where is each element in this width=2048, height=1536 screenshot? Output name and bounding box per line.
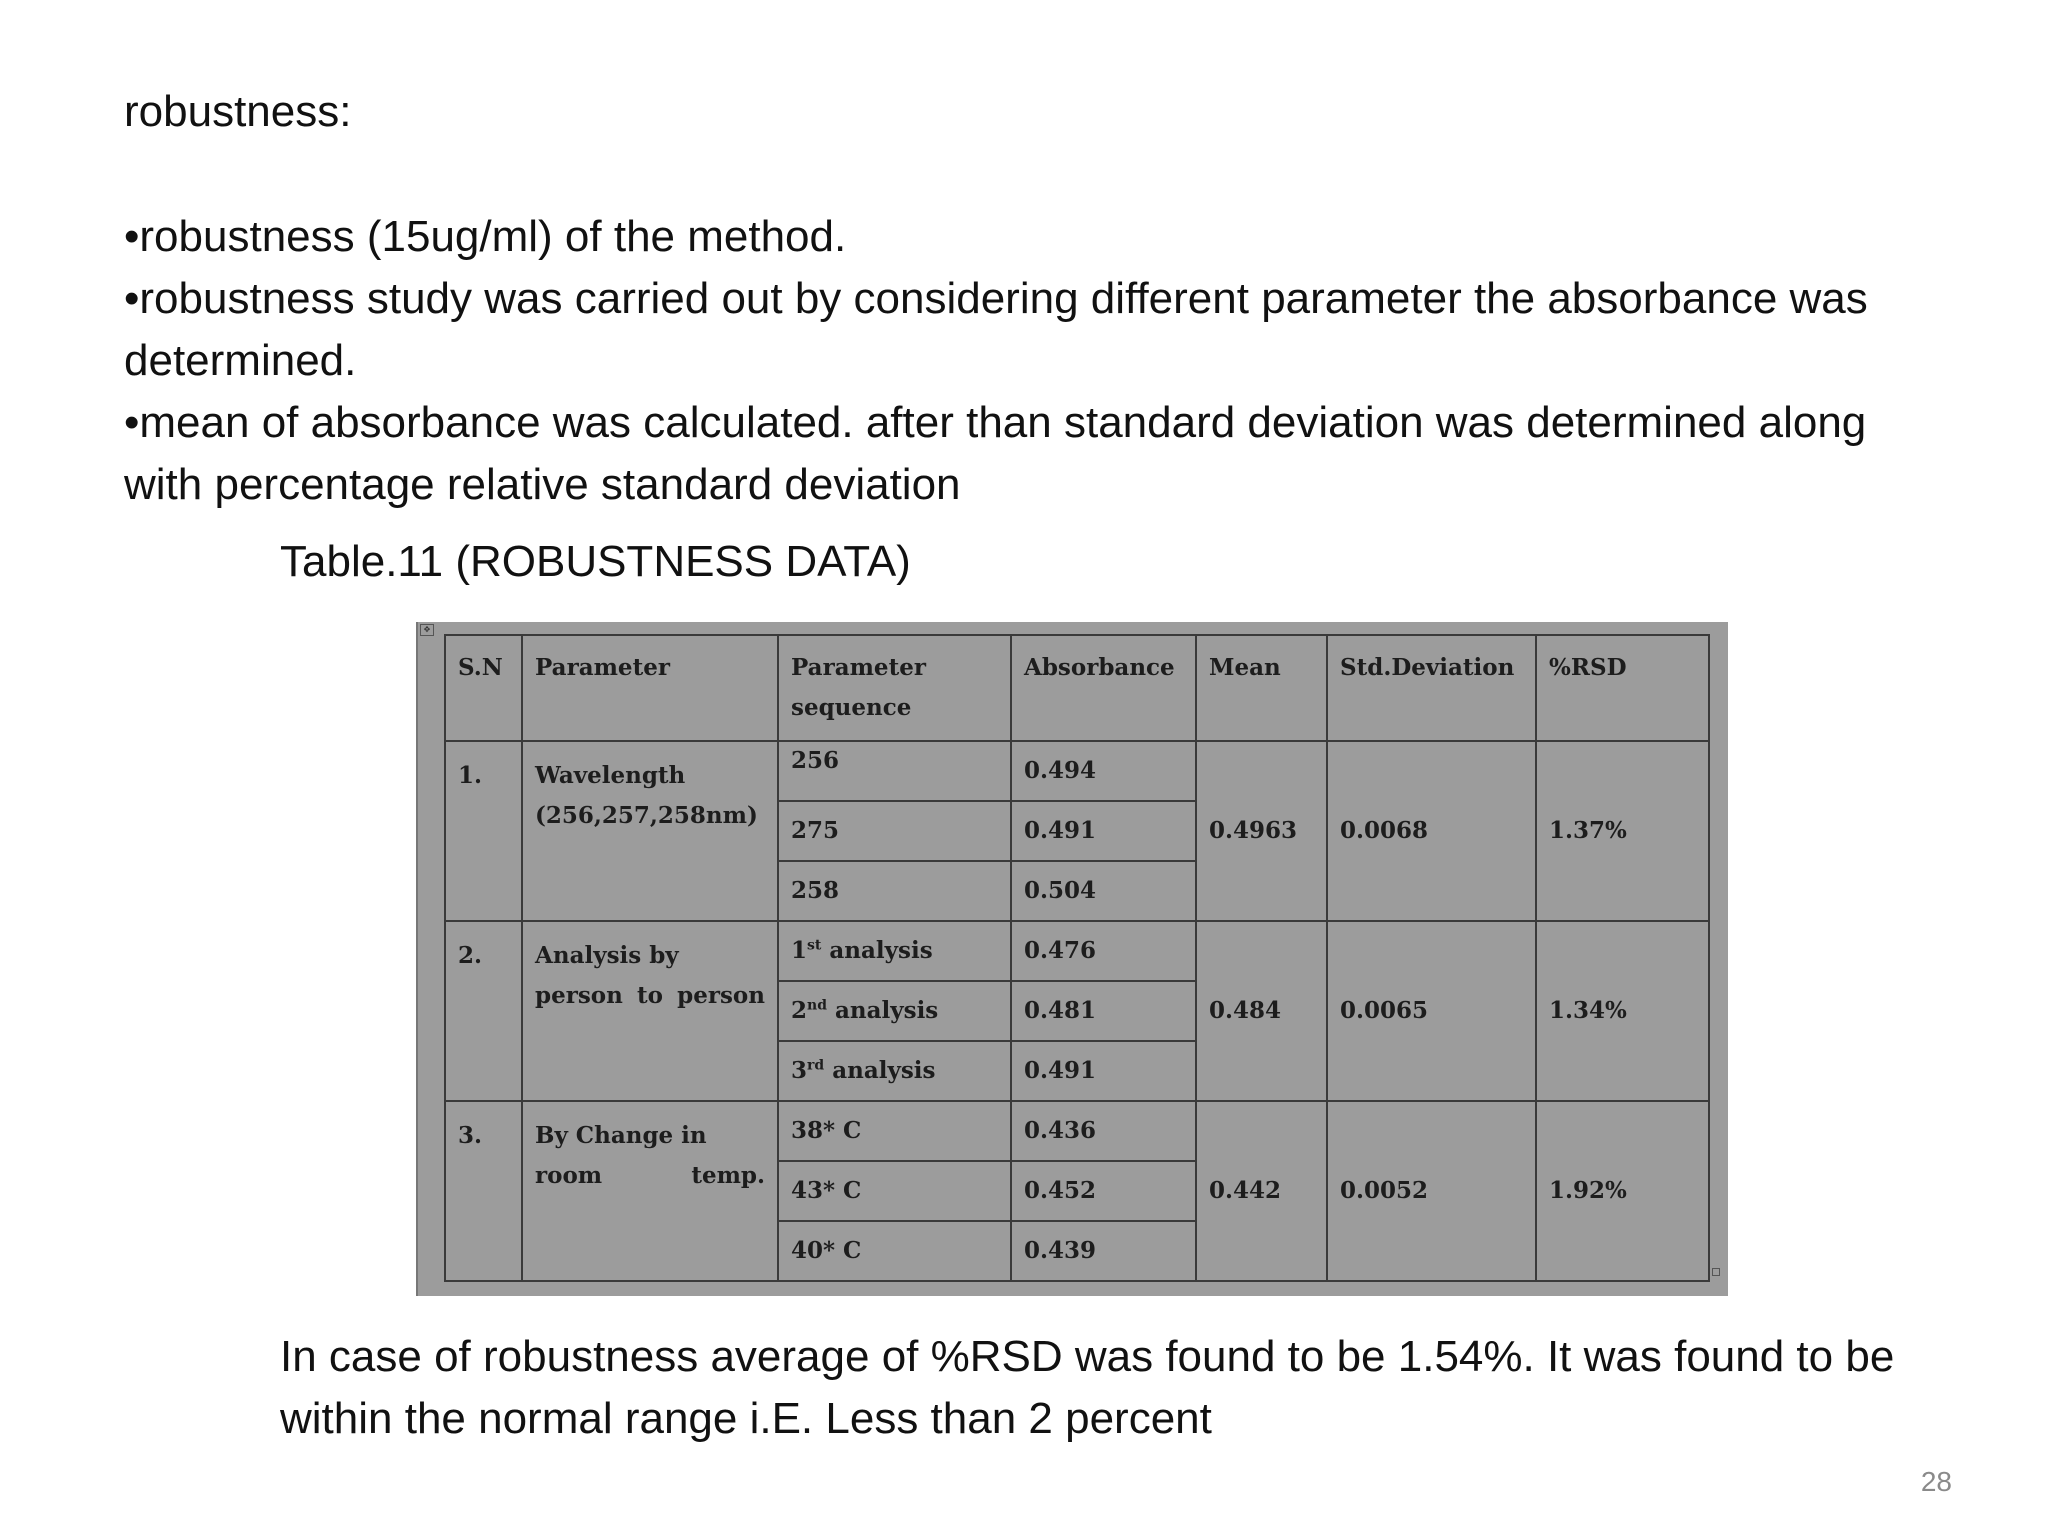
table-caption: Table.11 (ROBUSTNESS DATA): [280, 537, 911, 586]
cell-sequence: 275: [778, 801, 1011, 861]
cell-absorbance: 0.439: [1011, 1221, 1196, 1281]
cell-std-deviation: 0.0068: [1327, 741, 1536, 921]
table-header-row: [445, 635, 1709, 741]
cell-std-deviation: 0.0052: [1327, 1101, 1536, 1281]
cell-absorbance: 0.491: [1011, 1041, 1196, 1101]
cell-mean: 0.484: [1196, 921, 1327, 1101]
table-row: [445, 741, 1709, 801]
cell-sequence: 256: [778, 741, 1011, 801]
cell-mean: 0.442: [1196, 1101, 1327, 1281]
conclusion-text: In case of robustness average of %RSD was found to be 1.54%. It was found to be within the normal range i.E. Less than 2 percent: [280, 1332, 1895, 1443]
cell-absorbance: 0.491: [1011, 801, 1196, 861]
table-resize-handle-icon: [1712, 1268, 1720, 1276]
cell-sequence: 38* C: [778, 1101, 1011, 1161]
cell-absorbance: 0.494: [1011, 741, 1196, 801]
cell-sn: 3.: [445, 1101, 522, 1281]
cell-sequence: 2nd analysis: [778, 981, 1011, 1041]
page-number: 28: [1920, 1466, 1952, 1497]
cell-rsd: 1.37%: [1536, 741, 1709, 921]
cell-sequence: 43* C: [778, 1161, 1011, 1221]
bullet-item: •robustness (15ug/ml) of the method.: [124, 212, 847, 261]
bullet-item: •mean of absorbance was calculated. after than standard deviation was determined along with percentage relative standard deviation: [124, 398, 1867, 509]
table-row: [445, 1101, 1709, 1161]
cell-sequence: 3rd analysis: [778, 1041, 1011, 1101]
table-row: [445, 921, 1709, 981]
bullet-item: •robustness study was carried out by considering different parameter the absorbance was determined.: [124, 274, 1868, 385]
cell-rsd: 1.34%: [1536, 921, 1709, 1101]
header-mean: Mean: [1196, 635, 1327, 741]
cell-parameter: By Change in room temp.: [522, 1101, 778, 1281]
cell-sequence: 1st analysis: [778, 921, 1011, 981]
cell-sn: 1.: [445, 741, 522, 921]
header-std-deviation: Std.Deviation: [1327, 635, 1536, 741]
cell-absorbance: 0.481: [1011, 981, 1196, 1041]
cell-sn: 2.: [445, 921, 522, 1101]
robustness-data-table: [444, 634, 1710, 1282]
cell-std-deviation: 0.0065: [1327, 921, 1536, 1101]
cell-absorbance: 0.504: [1011, 861, 1196, 921]
bullet-list: [124, 206, 1944, 516]
cell-absorbance: 0.436: [1011, 1101, 1196, 1161]
cell-parameter: Wavelength (256,257,258nm): [522, 741, 778, 921]
header-parameter: Parameter: [522, 635, 778, 741]
robustness-table-image: [416, 622, 1728, 1296]
cell-absorbance: 0.476: [1011, 921, 1196, 981]
table-move-handle-icon: ✥: [420, 624, 434, 636]
cell-sequence: 258: [778, 861, 1011, 921]
header-parameter-sequence: Parameter sequence: [778, 635, 1011, 741]
header-absorbance: Absorbance: [1011, 635, 1196, 741]
slide-heading: robustness:: [124, 87, 352, 136]
header-sn: S.N: [445, 635, 522, 741]
cell-parameter: Analysis by person to person: [522, 921, 778, 1101]
cell-rsd: 1.92%: [1536, 1101, 1709, 1281]
cell-mean: 0.4963: [1196, 741, 1327, 921]
cell-absorbance: 0.452: [1011, 1161, 1196, 1221]
header-rsd: %RSD: [1536, 635, 1709, 741]
cell-sequence: 40* C: [778, 1221, 1011, 1281]
